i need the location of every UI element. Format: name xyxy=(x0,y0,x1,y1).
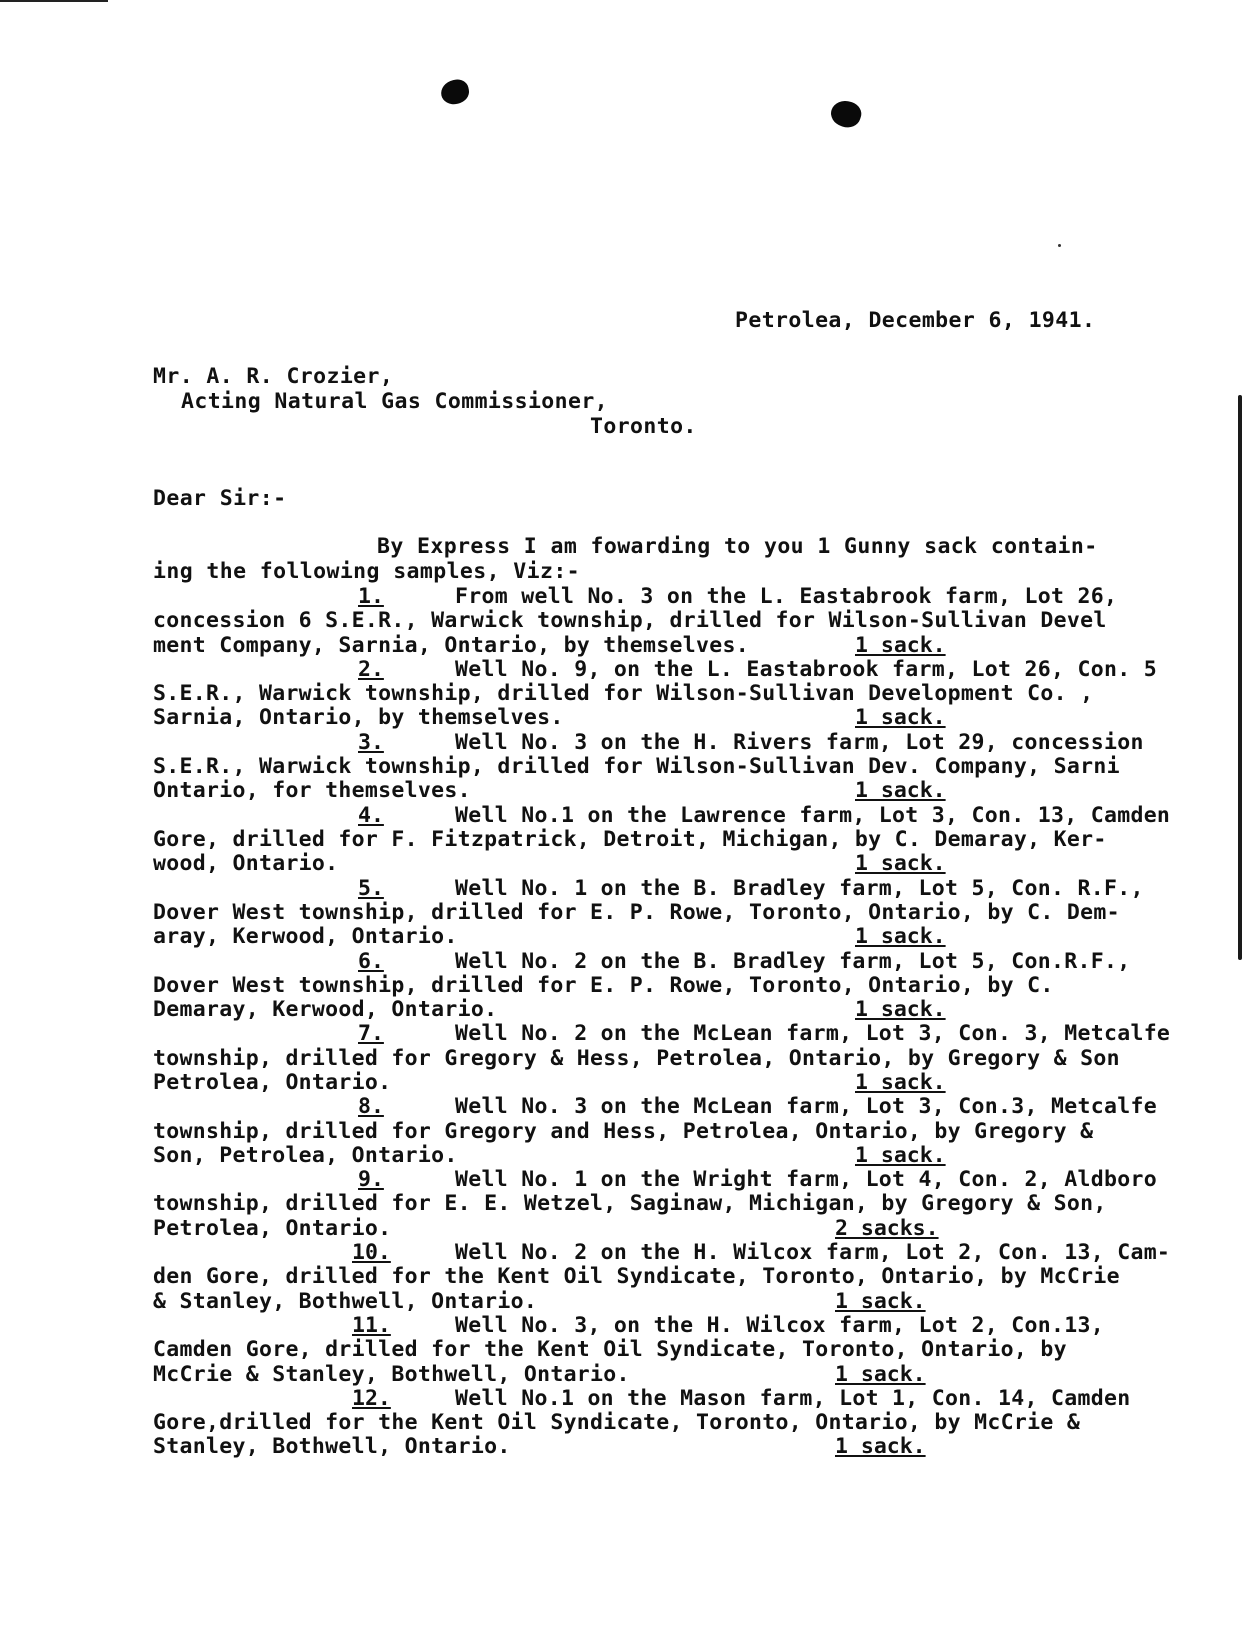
salutation: Dear Sir:- xyxy=(153,486,287,511)
entry-number: 5. xyxy=(358,875,384,901)
entry-text-line: Well No. 2 on the McLean farm, Lot 3, Con. 3, Metcalfe xyxy=(455,1021,1171,1047)
entry-text-line: From well No. 3 on the L. Eastabrook farm, Lot 26, xyxy=(455,584,1118,609)
entry-quantity: 1 sack. xyxy=(855,851,946,877)
entry-text-line: Well No. 1 on the Wright farm, Lot 4, Con. 2, Aldboro xyxy=(455,1167,1157,1193)
entry-text-line: Son, Petrolea, Ontario. xyxy=(153,1142,458,1168)
entry-text-line: Camden Gore, drilled for the Kent Oil Syndicate, Toronto, Ontario, by xyxy=(153,1337,1067,1363)
entry-text-line: Gore,drilled for the Kent Oil Syndicate, Toronto, Ontario, by McCrie & xyxy=(153,1410,1081,1436)
entry-text-line: & Stanley, Bothwell, Ontario. xyxy=(153,1288,538,1314)
entry-text-line: Sarnia, Ontario, by themselves. xyxy=(153,705,564,731)
entry-quantity: 1 sack. xyxy=(855,1069,946,1095)
entry-text-line: concession 6 S.E.R., Warwick township, drilled for Wilson-Sullivan Devel xyxy=(153,608,1107,634)
entry-text-line: Stanley, Bothwell, Ontario. xyxy=(153,1434,511,1460)
entry-number: 3. xyxy=(358,729,384,755)
entry-text-line: township, drilled for E. E. Wetzel, Saginaw, Michigan, by Gregory & Son, xyxy=(153,1191,1107,1217)
entry-text-line: aray, Kerwood, Ontario. xyxy=(153,924,458,950)
entry-text-line: Well No. 2 on the H. Wilcox farm, Lot 2, Con. 13, Cam- xyxy=(455,1240,1171,1266)
entry-text-line: Dover West township, drilled for E. P. Rowe, Toronto, Ontario, by C. Dem- xyxy=(153,899,1120,925)
entry-quantity: 2 sacks. xyxy=(835,1215,939,1241)
entry-number: 11. xyxy=(352,1313,391,1338)
entry-text-line: ment Company, Sarnia, Ontario, by themselves. xyxy=(153,632,749,658)
entry-quantity: 1 sack. xyxy=(855,924,946,950)
top-rule xyxy=(0,0,108,2)
entry-text-line: Demaray, Kerwood, Ontario. xyxy=(153,997,498,1023)
entry-text-line: McCrie & Stanley, Bothwell, Ontario. xyxy=(153,1361,630,1387)
punch-hole-right xyxy=(828,97,865,131)
entry-text-line: Well No. 3 on the H. Rivers farm, Lot 29, concession xyxy=(455,729,1144,755)
entry-quantity: 1 sack. xyxy=(855,778,946,804)
entry-number: 7. xyxy=(358,1021,384,1047)
entry-text-line: den Gore, drilled for the Kent Oil Syndicate, Toronto, Ontario, by McCrie xyxy=(153,1264,1120,1290)
recipient-title: Acting Natural Gas Commissioner, xyxy=(181,389,609,414)
entry-quantity: 1 sack. xyxy=(855,632,946,658)
intro-line: ing the following samples, Viz:- xyxy=(153,559,581,584)
entry-text-line: Petrolea, Ontario. xyxy=(153,1215,392,1241)
entry-text-line: Well No. 3 on the McLean farm, Lot 3, Con.3, Metcalfe xyxy=(455,1094,1157,1120)
entry-text-line: wood, Ontario. xyxy=(153,851,339,877)
paper-speck xyxy=(1058,244,1061,247)
entry-text-line: township, drilled for Gregory & Hess, Petrolea, Ontario, by Gregory & Son xyxy=(153,1045,1120,1071)
intro-line: By Express I am fowarding to you 1 Gunny sack contain- xyxy=(377,534,1098,559)
entry-number: 6. xyxy=(358,948,384,974)
entry-quantity: 1 sack. xyxy=(835,1288,926,1314)
entry-text-line: Well No.1 on the Lawrence farm, Lot 3, Con. 13, Camden xyxy=(455,802,1171,828)
punch-hole-left xyxy=(439,77,471,106)
page-edge-shadow xyxy=(1238,395,1242,960)
entry-text-line: S.E.R., Warwick township, drilled for Wilson-Sullivan Development Co. , xyxy=(153,681,1094,707)
entry-text-line: township, drilled for Gregory and Hess, Petrolea, Ontario, by Gregory & xyxy=(153,1118,1094,1144)
entry-text-line: Well No. 3, on the H. Wilcox farm, Lot 2, Con.13, xyxy=(455,1313,1104,1338)
entry-quantity: 1 sack. xyxy=(835,1361,926,1387)
entry-text-line: Well No. 1 on the B. Bradley farm, Lot 5, Con. R.F., xyxy=(455,875,1144,901)
entry-quantity: 1 sack. xyxy=(855,997,946,1023)
entry-number: 1. xyxy=(358,584,384,609)
entry-number: 2. xyxy=(358,656,384,682)
entry-text-line: Gore, drilled for F. Fitzpatrick, Detroit, Michigan, by C. Demaray, Ker- xyxy=(153,826,1107,852)
entry-text-line: Petrolea, Ontario. xyxy=(153,1069,392,1095)
entry-text-line: Well No.1 on the Mason farm, Lot 1, Con. 14, Camden xyxy=(455,1385,1131,1411)
entry-number: 4. xyxy=(358,802,384,828)
entry-quantity: 1 sack. xyxy=(855,705,946,731)
entry-text-line: Ontario, for themselves. xyxy=(153,778,471,804)
entry-number: 8. xyxy=(358,1094,384,1120)
entry-text-line: S.E.R., Warwick township, drilled for Wilson-Sullivan Dev. Company, Sarni xyxy=(153,754,1120,780)
entry-number: 10. xyxy=(352,1240,391,1266)
entry-quantity: 1 sack. xyxy=(855,1142,946,1168)
entry-quantity: 1 sack. xyxy=(835,1434,926,1460)
letter-date: Petrolea, December 6, 1941. xyxy=(735,308,1096,333)
entry-text-line: Dover West township, drilled for E. P. Rowe, Toronto, Ontario, by C. xyxy=(153,972,1054,998)
entry-number: 9. xyxy=(358,1167,384,1193)
entry-text-line: Well No. 2 on the B. Bradley farm, Lot 5, Con.R.F., xyxy=(455,948,1131,974)
entry-number: 12. xyxy=(352,1385,391,1411)
entry-text-line: Well No. 9, on the L. Eastabrook farm, Lot 26, Con. 5 xyxy=(455,656,1157,682)
recipient-name: Mr. A. R. Crozier, xyxy=(153,364,394,389)
recipient-city: Toronto. xyxy=(590,414,697,439)
